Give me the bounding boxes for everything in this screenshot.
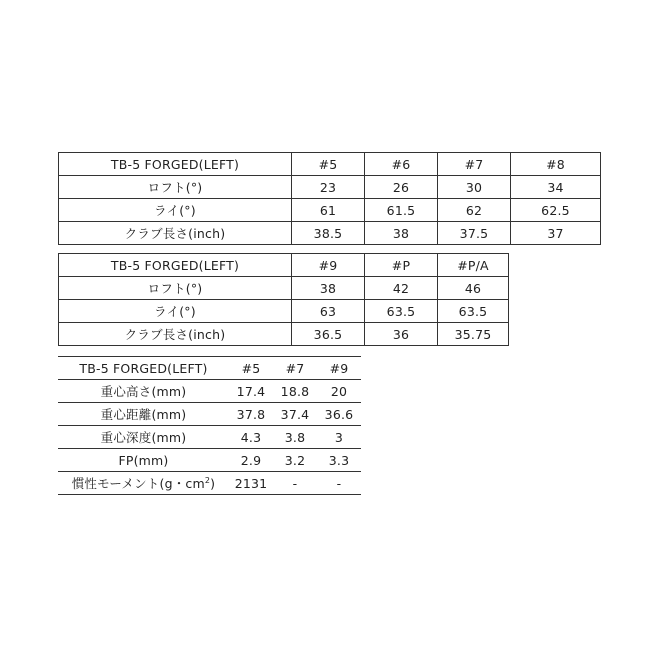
row-label-moi: [58, 472, 229, 495]
row-label: 重心深度(mm): [58, 426, 229, 449]
table-cell: 63: [292, 300, 365, 323]
table-cell: 62.5: [511, 199, 601, 222]
row-label: FP(mm): [58, 449, 229, 472]
table-cell: 37.4: [273, 403, 317, 426]
column-header: #9: [317, 357, 361, 380]
table-cell: 36.6: [317, 403, 361, 426]
table-cell: 34: [511, 176, 601, 199]
table-cell: 62: [438, 199, 511, 222]
table-header-row: [59, 254, 509, 277]
table-row: [59, 222, 601, 245]
table-cell: 17.4: [229, 380, 273, 403]
table-cell: 18.8: [273, 380, 317, 403]
table-row: [58, 426, 361, 449]
table-cell: 38: [292, 277, 365, 300]
table-header-row: [59, 153, 601, 176]
column-header: #7: [438, 153, 511, 176]
spec-table-1: [58, 152, 601, 245]
table-cell: 3.3: [317, 449, 361, 472]
moi-label-text: 慣性モーメント(g・cm: [71, 476, 205, 491]
table-cell: 2.9: [229, 449, 273, 472]
table-row: [58, 403, 361, 426]
table-row: [59, 199, 601, 222]
column-header: #P/A: [438, 254, 509, 277]
table-cell: -: [273, 472, 317, 495]
table-row: [58, 449, 361, 472]
model-name: TB-5 FORGED(LEFT): [59, 254, 292, 277]
table-row: [58, 472, 361, 495]
table-cell: 3.2: [273, 449, 317, 472]
table-cell: 63.5: [365, 300, 438, 323]
table-cell: -: [317, 472, 361, 495]
table-cell: 37.5: [438, 222, 511, 245]
table-cell: 46: [438, 277, 509, 300]
model-name: TB-5 FORGED(LEFT): [58, 357, 229, 380]
table-cell: 35.75: [438, 323, 509, 346]
spec-table-2: [58, 253, 509, 346]
table-cell: 26: [365, 176, 438, 199]
model-name: TB-5 FORGED(LEFT): [59, 153, 292, 176]
column-header: #6: [365, 153, 438, 176]
table-row: [59, 323, 509, 346]
table-row: [59, 277, 509, 300]
row-label: 重心高さ(mm): [58, 380, 229, 403]
column-header: #7: [273, 357, 317, 380]
table-header-row: [58, 357, 361, 380]
row-label: 重心距離(mm): [58, 403, 229, 426]
row-label: クラブ長さ(inch): [59, 222, 292, 245]
table-cell: 3.8: [273, 426, 317, 449]
table-cell: 61.5: [365, 199, 438, 222]
table-row: [59, 300, 509, 323]
table-cell: 4.3: [229, 426, 273, 449]
spec-table-3: [58, 356, 361, 495]
column-header: #8: [511, 153, 601, 176]
column-header: #9: [292, 254, 365, 277]
table-cell: 61: [292, 199, 365, 222]
row-label: ライ(°): [59, 199, 292, 222]
row-label: クラブ長さ(inch): [59, 323, 292, 346]
row-label: ロフト(°): [59, 176, 292, 199]
table-cell: 3: [317, 426, 361, 449]
table-cell: 36.5: [292, 323, 365, 346]
table-cell: 38: [365, 222, 438, 245]
table-cell: 42: [365, 277, 438, 300]
table-row: [58, 380, 361, 403]
table-cell: 37: [511, 222, 601, 245]
row-label: ロフト(°): [59, 277, 292, 300]
table-row: [59, 176, 601, 199]
table-cell: 20: [317, 380, 361, 403]
table-cell: 30: [438, 176, 511, 199]
column-header: #P: [365, 254, 438, 277]
row-label: ライ(°): [59, 300, 292, 323]
table-cell: 38.5: [292, 222, 365, 245]
table-cell: 63.5: [438, 300, 509, 323]
table-cell: 37.8: [229, 403, 273, 426]
table-cell: 36: [365, 323, 438, 346]
moi-label-superscript: 2: [204, 476, 211, 485]
table-cell: 23: [292, 176, 365, 199]
moi-label-close: ): [210, 476, 216, 491]
column-header: #5: [229, 357, 273, 380]
table-cell: 2131: [229, 472, 273, 495]
column-header: #5: [292, 153, 365, 176]
